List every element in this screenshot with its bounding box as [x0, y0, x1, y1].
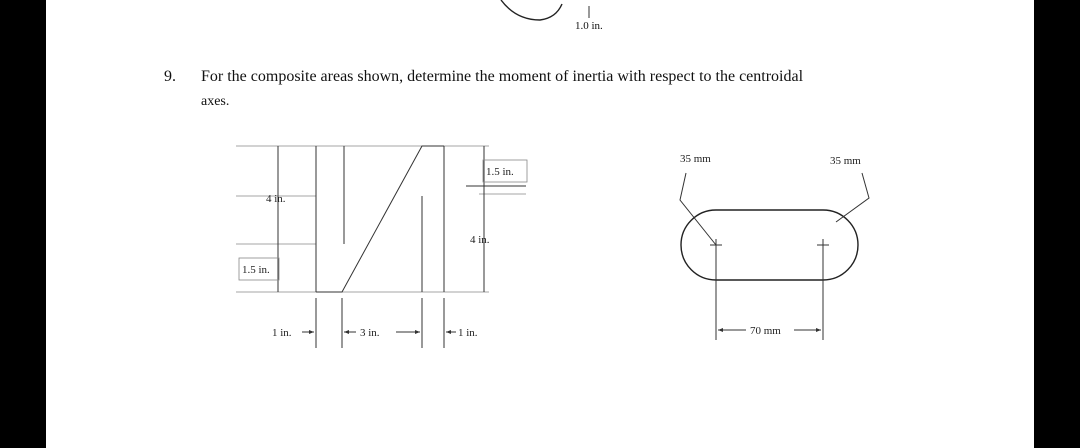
- dim-flange-right: 1.5 in.: [486, 166, 514, 178]
- obround-outline: [681, 210, 858, 280]
- radius-right-label: 35 mm: [830, 155, 861, 167]
- dim-middle-width: 3 in.: [360, 327, 380, 339]
- problem-text-line1: For the composite areas shown, determine the moment of inertia with respect to the centroidal: [201, 68, 804, 85]
- problem-text-line2: axes.: [201, 94, 230, 109]
- center-dim-arrowhead-left: [718, 328, 723, 332]
- center-dim-arrowhead-right: [816, 328, 821, 332]
- previous-figure-dim-label: 1.0 in.: [575, 20, 603, 32]
- dim-flange-left: 1.5 in.: [242, 264, 270, 276]
- dim-left-width: 1 in.: [272, 327, 292, 339]
- left-radius-leader: [680, 173, 716, 245]
- document-page: [46, 0, 1034, 448]
- dim-right-width: 1 in.: [458, 327, 478, 339]
- radius-left-label: 35 mm: [680, 153, 711, 165]
- problem-number: 9.: [164, 68, 176, 85]
- dim-web-height: 4 in.: [470, 234, 490, 246]
- dim-height-total: 4 in.: [266, 193, 286, 205]
- composite-figure-right: [46, 0, 1034, 448]
- center-distance-label: 70 mm: [750, 325, 781, 337]
